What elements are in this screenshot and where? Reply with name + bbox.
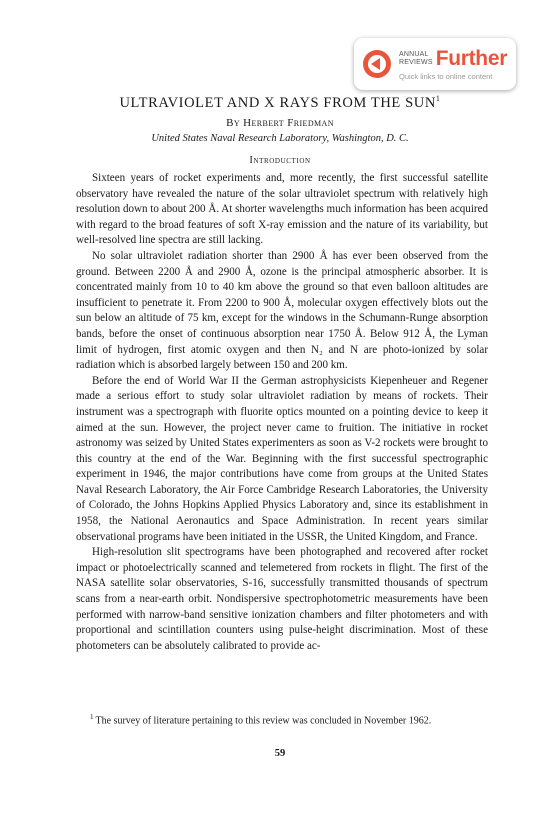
article-title-text: ULTRAVIOLET AND X RAYS FROM THE SUN xyxy=(119,94,436,111)
page-number: 59 xyxy=(274,748,286,759)
further-arrow-icon xyxy=(363,50,391,78)
annual-reviews-further-badge[interactable] xyxy=(354,38,516,90)
further-subtitle: Quick links to online content xyxy=(399,71,493,81)
article-author: By Herbert Friedman xyxy=(226,117,334,129)
footnote-mark: 1 xyxy=(90,713,94,721)
section-heading: Introduction xyxy=(249,155,311,166)
body-paragraph: No solar ultraviolet radiation shorter than 2900 Å has ever been observed from the ground. Between 2200 Å and 2900 Å, ozone is the principal atmospheric absorber. It is concentrated mainly from 10 to 40 km above the ground so that even balloon altitudes are insufficient to penetrate it. From 2200 to 900 Å, molecular oxygen effectively blots out the sun below an altitude of 75 km, except for the windows in the Schumann-Runge absorption bands, before the onset of continuous absorption near 1750 Å. Below 912 Å, the Lyman limit of hydrogen, first atomic oxygen and then N₂ and N are photo-ionized by solar radiation which is absorbed largely between 150 and 200 km. xyxy=(76,249,488,372)
article-body xyxy=(76,171,488,654)
author-affiliation: United States Naval Research Laboratory, Washington, D. C. xyxy=(151,133,409,144)
body-paragraph: Sixteen years of rocket experiments and, more recently, the first successful satellite observatory have revealed the nature of the solar ultraviolet spectrum with relatively high resolution down to about 200 Å. At shorter wavelengths much information has been acquired with regard to the broad features of soft X-ray emission and the nature of its variability, but well-resolved line spectra are still lacking. xyxy=(76,172,488,247)
title-footnote-mark: 1 xyxy=(435,94,441,103)
footnote-text: The survey of literature pertaining to this review was concluded in November 1962. xyxy=(95,715,432,727)
article-title xyxy=(0,94,560,112)
reviews-label: REVIEWS xyxy=(399,58,433,66)
further-word: Further xyxy=(435,46,508,70)
annual-label: ANNUAL xyxy=(399,51,429,58)
body-paragraph: Before the end of World War II the German astrophysicists Kiepenheuer and Regener made a serious effort to study solar ultraviolet radiation by means of rockets. Their instrument was a spectrograph with fluorite optics mounted on a pointing device to keep it aimed at the sun. However, the project never came to fruition. The initiative in rocket astronomy was seized by United States experimenters as soon as V-2 rockets were brought to this country at the end of the War. Beginning with the first successful spectrographic experiment in 1946, the major contributions have come from groups at the United States Naval Research Laboratory, the Air Force Cambridge Research Laboratories, the University of Colorado, the Johns Hopkins Applied Physics Laboratory and, since its establishment in 1958, the National Aeronautics and Space Administration. In recent years similar observational programs have been initiated in the USSR, the United Kingdom, and France. xyxy=(76,374,488,543)
body-paragraph: High-resolution slit spectrograms have been photographed and recovered after rocket impact or photoelectrically scanned and telemetered from rockets in flight. The first of the NASA satellite solar observatories, S-16, successfully transmitted thousands of spectrum scans from a near-earth orbit. Nondispersive spectrophotometric measurements have been performed with narrow-band sensitive ionization chambers and filter photometers and with proportional and scintillation counters using pulse-height discrimination. Most of these photometers can be absolutely calibrated to provide ac- xyxy=(76,546,488,652)
footnote xyxy=(76,710,488,728)
